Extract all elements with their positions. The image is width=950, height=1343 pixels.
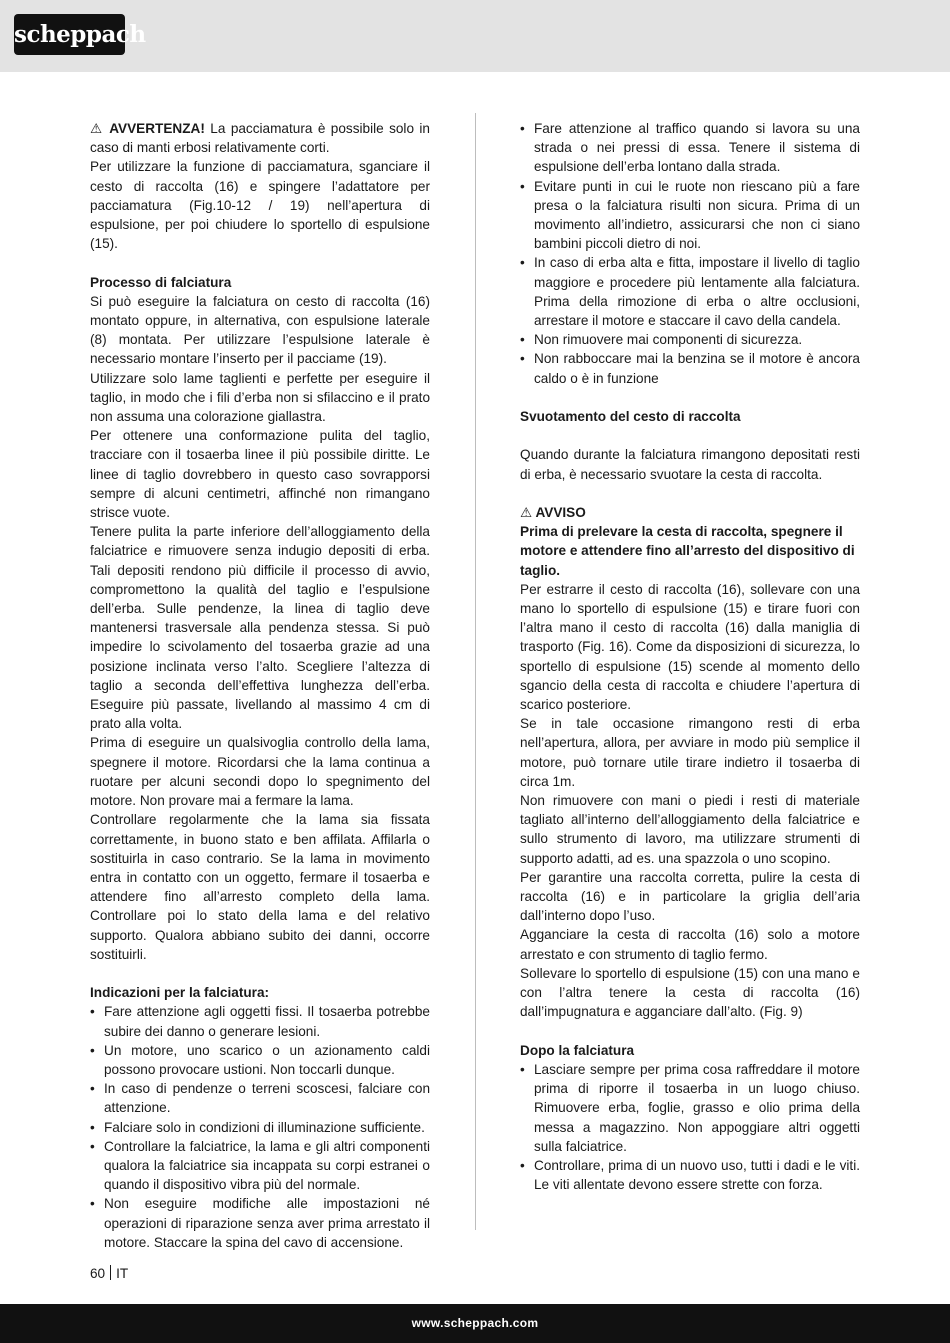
list-item: • Non eseguire modifiche alle impostazioni né operazioni di riparazione senza aver prima arrestato il motore. Staccare la spina del cavo di accensione. [90, 1194, 430, 1252]
after-mowing-list [520, 1060, 860, 1194]
list-item: • Evitare punti in cui le ruote non riescano più a fare presa o la falciatura risulti non sicura. Prima di un movimento all’indietro, assicurarsi che non ci siano bambini piccoli dietro di noi. [520, 177, 860, 254]
section-heading-mowing-process: Processo di falciatura [90, 274, 232, 290]
website-url: www.scheppach.com [411, 1316, 539, 1330]
section-heading-after-mowing: Dopo la falciatura [520, 1042, 635, 1058]
left-column [90, 119, 430, 1252]
warning-label: AVVERTENZA! [109, 121, 205, 136]
list-item: • Fare attenzione al traffico quando si lavora su una strada o nei pressi di essa. Tenere il sistema di espulsione dell’erba lontano dalla strada. [520, 119, 860, 177]
mowing-tips-list [90, 1002, 430, 1252]
right-column [520, 119, 860, 1194]
list-item: • Controllare, prima di un nuovo uso, tutti i dadi e le viti. Le viti allentate devono essere strette con forza. [520, 1156, 860, 1194]
footer-bar [0, 1304, 950, 1343]
list-item: • Non rimuovere mai componenti di sicurezza. [520, 330, 860, 349]
mulching-paragraph: Per utilizzare la funzione di pacciamatura, sganciare il cesto di raccolta (16) e spingere l’adattatore per pacciamatura (Fig.10-12 / 19) nell’apertura di espulsione, per poi chiudere lo sportello di espulsione (15). [90, 159, 430, 252]
page-number-separator [110, 1265, 111, 1280]
page-number-value: 60 [90, 1266, 106, 1281]
page-number [90, 1265, 128, 1281]
list-item: • Non rabboccare mai la benzina se il motore è ancora caldo o è in funzione [520, 349, 860, 387]
list-item: • Lasciare sempre per prima cosa raffreddare il motore prima di riporre il tosaerba in un luogo chiuso. Rimuovere erba, foglie, grasso e olio prima della messa a magazzino. Non appoggiare altri oggetti sulla falciatrice. [520, 1060, 860, 1156]
paragraph: Non rimuovere con mani o piedi i resti di materiale tagliato all’interno dell’alloggiamento della falciatrice e sullo strumento di lavoro, ma utilizzare strumenti di supporto adatti, ad es. una spazzola o uno scopino. [520, 793, 860, 866]
paragraph: Per garantire una raccolta corretta, pulire la cesta di raccolta (16) e in particolare la griglia dell’aria dall’interno dopo l’uso. [520, 869, 860, 924]
warning-text: La pacciamatura è possibile solo in caso di manti erbosi relativamente corti. [90, 121, 430, 156]
header-bar [0, 0, 950, 72]
notice-bold-text: Prima di prelevare la cesta di raccolta, spegnere il motore e attendere fino all’arresto del dispositivo di taglio. [520, 524, 855, 578]
column-divider [475, 113, 476, 1230]
paragraph: Per ottenere una conformazione pulita del taglio, tracciare con il tosaerba linee il più possibile diritte. Le linee di taglio dovrebbero in questo caso sovrapporsi sempre di alcuni centimetri, affinché non rimangano strisce vuote. [90, 428, 430, 521]
list-item: • In caso di pendenze o terreni scoscesi, falciare con attenzione. [90, 1079, 430, 1117]
list-item: • In caso di erba alta e fitta, impostare il livello di taglio maggiore e procedere più lentamente alla falciatura. Prima della rimozione di erba o altre occlusioni, arrestare il motore e staccare il cavo della candela. [520, 253, 860, 330]
paragraph: Controllare regolarmente che la lama sia fissata correttamente, in buono stato e ben affilata. Affilarla o sostituirla in caso contrario. Se la lama in movimento entra in contatto con un oggetto, fermare il tosaerba e attendere fino all’arresto completo della lama. Controllare poi lo stato della lama e del relativo supporto. Qualora abbiano subito dei danni, occorre sostituirli. [90, 812, 430, 962]
list-item: • Un motore, uno scarico o un azionamento caldi possono provocare ustioni. Non toccarli dunque. [90, 1041, 430, 1079]
paragraph: Tenere pulita la parte inferiore dell’alloggiamento della falciatrice e rimuovere senza indugio depositi di erba. Tali depositi rendono più difficile il processo di avvio, compromettono la qualità del taglio e l’espulsione dell’erba. Sulle pendenze, la linea di taglio deve mantenersi trasversale alla pendenza stessa. Si può impedire lo scivolamento del tosaerba grazie ad una posizione inclinata verso l’alto. Scegliere l’altezza di taglio a seconda dell’effettiva lunghezza dell’erba. Eseguire più passate, livellando al massimo 4 cm di prato alla volta. [90, 524, 430, 732]
paragraph: Utilizzare solo lame taglienti e perfette per eseguire il taglio, in modo che i fili d’erba non si sfilaccino e il prato non assuma una colorazione giallastra. [90, 370, 430, 425]
paragraph: Sollevare lo sportello di espulsione (15) con una mano e con l’altra tenere la cesta di raccolta (16) dall’impugnatura e agganciare dall’alto. (Fig. 9) [520, 965, 860, 1020]
scheppach-logo: scheppach [14, 14, 125, 55]
list-item: • Falciare solo in condizioni di illuminazione sufficiente. [90, 1118, 430, 1137]
paragraph: Agganciare la cesta di raccolta (16) solo a motore arrestato e con strumento di taglio fermo. [520, 927, 860, 962]
section-heading-mowing-tips: Indicazioni per la falciatura: [90, 985, 270, 1001]
paragraph: Per estrarre il cesto di raccolta (16), sollevare con una mano lo sportello di espulsione (15) e tirare fuori con l’altra mano il cesto di raccolta (16) dalla maniglia di trasporto (Fig. 16). Come da disposizioni di sicurezza, lo sportello di espulsione (15) scende al momento dello sgancio della cesta di raccolta e chiudere l’apertura di scarico posteriore. [520, 581, 860, 713]
notice-heading [520, 503, 860, 522]
paragraph: Si può eseguire la falciatura on cesto di raccolta (16) montato oppure, in alternativa, con espulsione laterale (8) montata. Per utilizzare l’espulsione laterale è necessario montare l’inserto per il pacciame (19). [90, 293, 430, 367]
paragraph: Prima di eseguire un qualsivoglia controllo della lama, spegnere il motore. Ricordarsi che la lama continua a ruotare per alcuni secondi dopo lo spegnimento del motore. Non provare mai a fermare la lama. [90, 735, 430, 809]
warning-paragraph [90, 119, 430, 157]
section-heading-emptying-basket: Svuotamento del cesto di raccolta [520, 409, 741, 425]
paragraph: Quando durante la falciatura rimangono depositati resti di erba, è necessario svuotare la cesta di raccolta. [520, 447, 860, 482]
notice-label: AVVISO [535, 505, 586, 521]
warning-triangle-icon: ⚠ [520, 505, 533, 521]
list-item: • Fare attenzione agli oggetti fissi. Il tosaerba potrebbe subire dei danno o generare lesioni. [90, 1002, 430, 1040]
paragraph: Se in tale occasione rimangono resti di erba nell’apertura, allora, per avviare in modo più semplice il motore, può tornare utile tirare indietro il tosaerba di circa 1m. [520, 716, 860, 789]
list-item: • Controllare la falciatrice, la lama e gli altri componenti qualora la falciatrice sia incappata su corpi estranei o quando il dispositivo vibra più del normale. [90, 1137, 430, 1195]
language-code: IT [116, 1266, 129, 1281]
warning-triangle-icon: ⚠ [90, 121, 104, 136]
safety-tips-list [520, 119, 860, 388]
